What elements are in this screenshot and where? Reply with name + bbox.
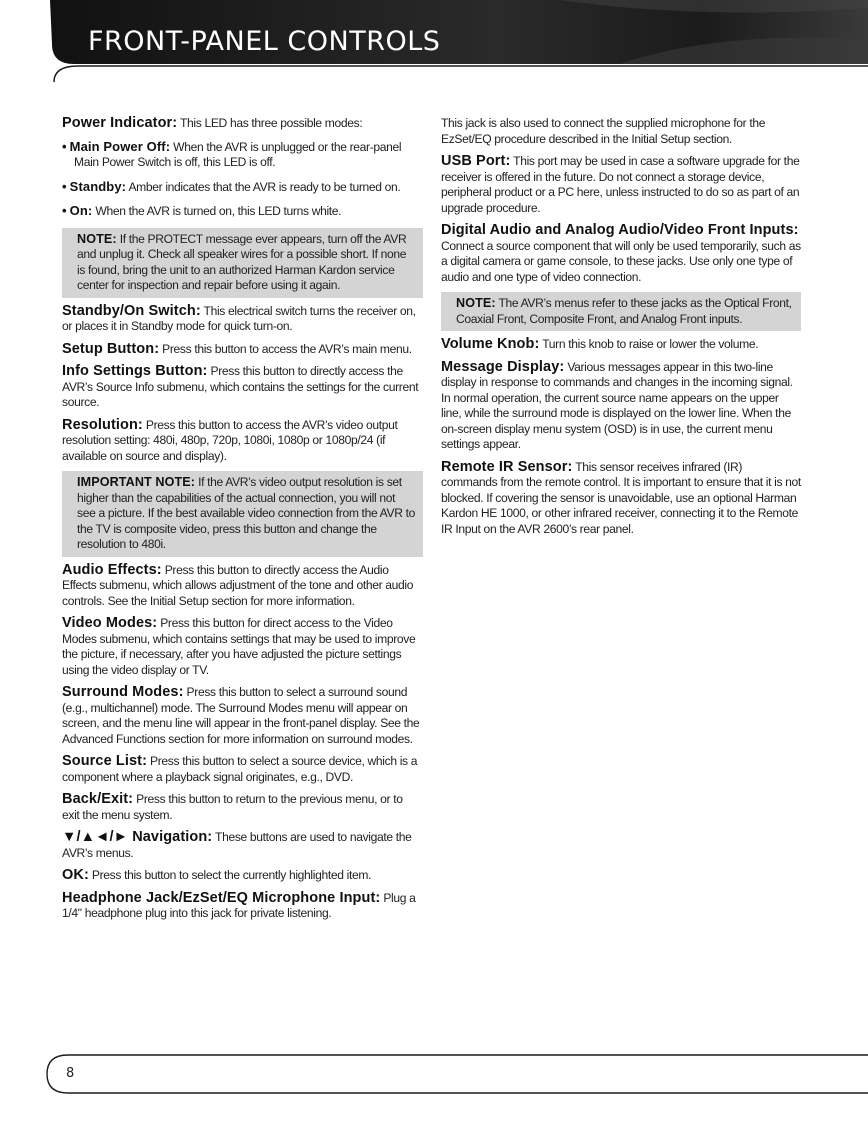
on-term: On: (69, 203, 93, 218)
source-list-entry (62, 754, 423, 785)
power-indicator-term: Power Indicator: (62, 115, 178, 131)
video-modes-entry (62, 616, 423, 678)
setup-button-text: Press this button to access the AVR’s main menu. (162, 341, 412, 356)
protect-note-box (62, 228, 423, 298)
footer-frame (0, 1050, 868, 1100)
back-exit-term: Back/Exit: (62, 791, 134, 807)
important-note (77, 475, 415, 553)
video-modes-text: Press this button for direct access to the Video Modes submenu, which contains settings that may be used to improve the picture, if necessary, after you have adjusted the picture settings using the video display or TV. (62, 616, 416, 677)
digital-audio-term: Digital Audio and Analog Audio/Video Front Inputs: (441, 222, 799, 238)
digital-audio-entry (441, 223, 801, 285)
headphone-text: Plug a 1/4" headphone plug into this jack for private listening. (62, 890, 416, 920)
navigation-term: ▼/▲◄/► Navigation: (62, 829, 213, 845)
bullet-standby (62, 179, 423, 196)
info-settings-entry (62, 364, 423, 411)
power-indicator-text: This LED has three possible modes: (180, 116, 363, 130)
setup-button-term: Setup Button: (62, 340, 160, 357)
important-note-label: IMPORTANT NOTE: (77, 475, 196, 489)
page-header (0, 0, 868, 82)
digital-audio-text: Connect a source component that will only be used temporarily, such as a digital camera or game console, to these jacks. Use only one type of audio and one type of video connection. (441, 238, 801, 284)
back-exit-entry (62, 792, 423, 823)
ok-term: OK: (62, 867, 89, 883)
headphone-entry (62, 891, 423, 922)
standby-text: Amber indicates that the AVR is ready to be turned on. (128, 179, 401, 194)
surround-modes-text: Press this button to select a surround sound (e.g., multichannel) mode. The Surround Modes menu will appear on screen, and the menu line will appear in the front-panel display. See the Advanced Functions section for more information on surround modes. (62, 685, 420, 746)
standby-switch-term: Standby/On Switch: (62, 302, 201, 319)
navigation-entry (62, 830, 423, 861)
source-list-text: Press this button to select a source device, which is a component where a playback signal originates, e.g., DVD. (62, 754, 418, 784)
message-display-term: Message Display: (441, 358, 565, 375)
note-label: NOTE: (77, 231, 117, 246)
standby-term: Standby: (69, 178, 127, 194)
video-modes-term: Video Modes: (62, 615, 158, 631)
standby-switch-entry (62, 304, 423, 335)
remote-ir-entry (441, 460, 801, 538)
main-power-off-text: When the AVR is unplugged or the rear-panel Main Power Switch is off, this LED is off. (74, 139, 402, 169)
surround-modes-entry (62, 685, 423, 747)
source-list-term: Source List: (62, 753, 147, 769)
front-inputs-note-text: The AVR’s menus refer to these jacks as the Optical Front, Coaxial Front, Composite Front, and Analog Front inputs. (456, 296, 792, 326)
main-power-off-term: Main Power Off: (69, 138, 171, 154)
note-label: NOTE: (456, 296, 496, 310)
on-text: When the AVR is turned on, this LED turns white. (95, 204, 342, 218)
setup-button-entry (62, 342, 423, 358)
headphone-continued-text: This jack is also used to connect the supplied microphone for the EzSet/EQ procedure described in the Initial Setup section. (441, 116, 766, 146)
info-settings-text: Press this button to directly access the AVR’s Source Info submenu, which contains the settings for the current source. (62, 364, 419, 409)
front-inputs-note (456, 296, 793, 327)
right-column (441, 116, 801, 544)
info-settings-term: Info Settings Button: (62, 363, 208, 379)
volume-knob-text: Turn this knob to raise or lower the volume. (542, 337, 759, 351)
page-number: 8 (66, 1066, 75, 1081)
headphone-continued (441, 116, 801, 147)
important-note-box (62, 471, 423, 557)
bullet-marker: • (62, 178, 67, 194)
protect-note (77, 232, 415, 294)
page-title: FRONT-PANEL CONTROLS (88, 26, 441, 57)
resolution-term: Resolution: (62, 416, 143, 433)
message-display-text: Various messages appear in this two-line display in response to commands and changes in the incoming signal. In normal operation, the current source name appears on the upper line, while the surround mode is displayed on the lower line. When the on-screen display menu system (OSD) is in use, the current menu settings appear. (441, 359, 793, 451)
resolution-text: Press this button to access the AVR’s video output resolution setting: 480i, 480p, 720p, 1080i, 1080p or 1080p/24 (if available on source and display). (62, 417, 398, 463)
audio-effects-term: Audio Effects: (62, 561, 162, 578)
audio-effects-text: Press this button to directly access the Audio Effects submenu, which allows adjustment of the tone and other audio controls. See the Initial Setup section for more information. (62, 562, 414, 608)
left-column (62, 116, 423, 929)
usb-port-entry (441, 154, 801, 216)
bullet-marker: • (62, 203, 67, 218)
usb-port-term: USB Port: (441, 153, 511, 169)
headphone-term: Headphone Jack/EzSet/EQ Microphone Input: (62, 889, 381, 906)
surround-modes-term: Surround Modes: (62, 684, 184, 700)
audio-effects-entry (62, 563, 423, 610)
remote-ir-text: This sensor receives infrared (IR) commands from the remote control. It is important to ensure that it is not blocked. If covering the sensor is unavoidable, use an optional Harman Kardon HE 1000, or other infrared receiver, connecting it to the Remote IR Input on the AVR 2600’s rear panel. (441, 459, 801, 536)
protect-note-text: If the PROTECT message ever appears, turn off the AVR and unplug it. Check all speaker wires for a possible short. If none is found, bring the unit to an authorized Harman Kardon service center for inspection and repair before using it again. (77, 231, 407, 292)
bullet-on (62, 203, 423, 220)
back-exit-text: Press this button to return to the previous menu, or to exit the menu system. (62, 792, 403, 822)
ok-text: Press this button to select the currently highlighted item. (91, 868, 372, 882)
navigation-text: These buttons are used to navigate the AVR’s menus. (62, 830, 412, 860)
front-inputs-note-box (441, 292, 801, 331)
standby-switch-text: This electrical switch turns the receiver on, or places it in Standby mode for quick turn-on. (62, 303, 416, 333)
ok-entry (62, 868, 423, 884)
resolution-entry (62, 418, 423, 465)
bullet-marker: • (62, 138, 67, 154)
message-display-entry (441, 360, 801, 453)
usb-port-text: This port may be used in case a software upgrade for the receiver is offered in the future. Do not connect a storage device, peripheral product or a PC here, unless instructed to do so as part of an upgrade procedure. (441, 154, 800, 215)
important-note-text: If the AVR’s video output resolution is set higher than the capabilities of the actual connection, you will not see a picture. If the best available video connection from the AVR to the TV is composite video, press this button and change the resolution to 480i. (77, 475, 415, 551)
volume-knob-term: Volume Knob: (441, 336, 540, 352)
power-indicator-entry (62, 116, 423, 132)
bullet-main-power-off (62, 139, 423, 171)
remote-ir-term: Remote IR Sensor: (441, 458, 573, 475)
volume-knob-entry (441, 337, 801, 353)
